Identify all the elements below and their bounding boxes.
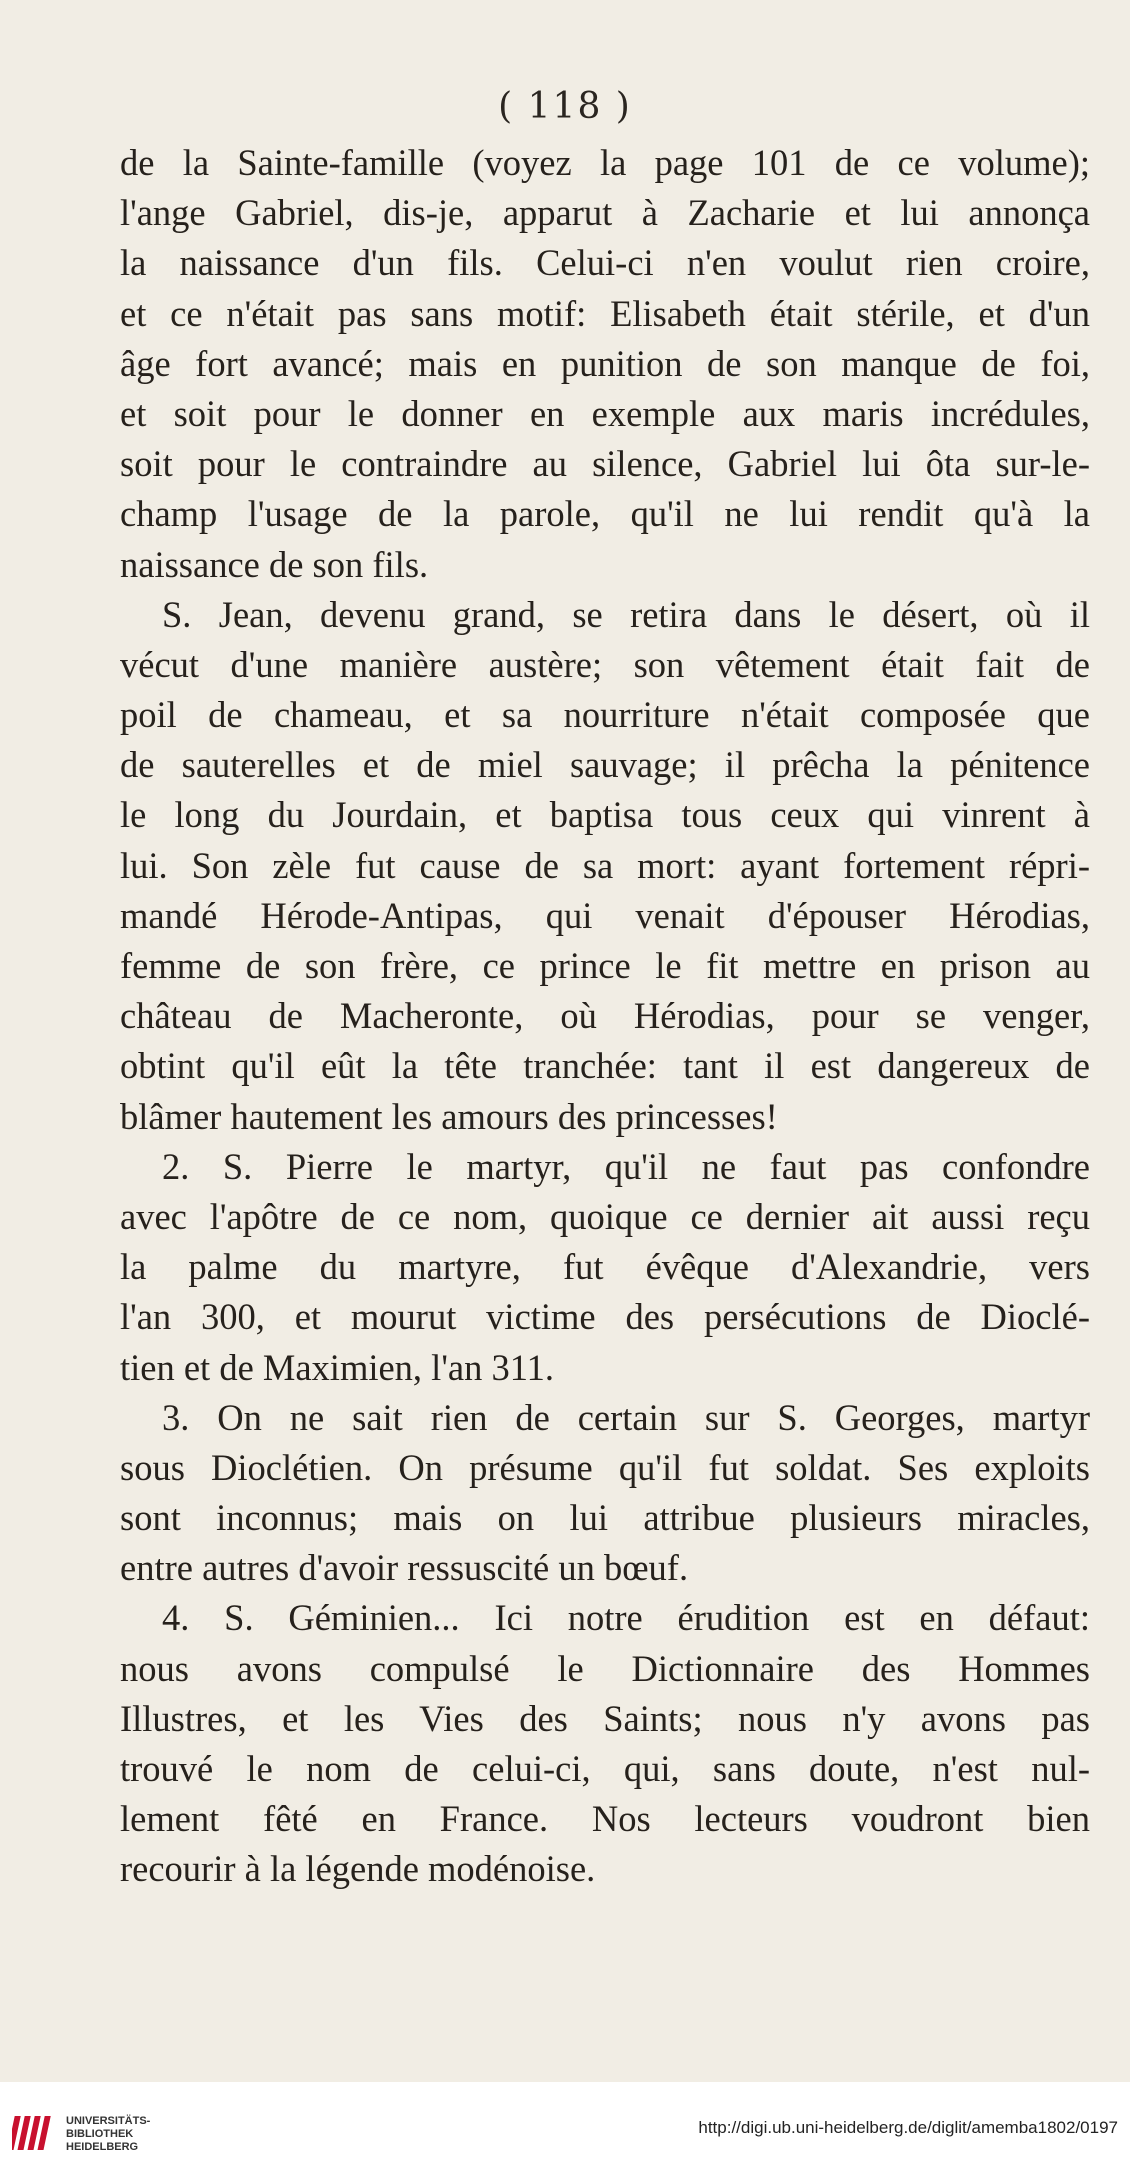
text-line: nous avons compulsé le Dictionnaire des Hommes <box>120 1647 1090 1689</box>
text-line: l'ange Gabriel, dis-je, apparut à Zacharie et lui annonça <box>120 192 1090 234</box>
text-line: âge fort avancé; mais en punition de son manque de foi, <box>120 342 1090 384</box>
text-line: château de Macheronte, où Hérodias, pour se venger, <box>120 995 1090 1037</box>
library-name-line: UNIVERSITÄTS- <box>66 2115 151 2127</box>
text-line: champ l'usage de la parole, qu'il ne lui rendit qu'à la <box>120 493 1090 535</box>
text-line: Illustres, et les Vies des Saints; nous n'y avons pas <box>120 1697 1090 1739</box>
text-line: 4. S. Géminien... Ici notre érudition est en défaut: <box>162 1597 1090 1639</box>
text-line: trouvé le nom de celui-ci, qui, sans doute, n'est nul- <box>120 1748 1090 1789</box>
page-number: ( 118 ) <box>498 86 632 127</box>
heidelberg-library-logo-icon <box>12 2110 58 2156</box>
text-line: 2. S. Pierre le martyr, qu'il ne faut pas confondre <box>162 1145 1090 1187</box>
text-line: et ce n'était pas sans motif: Elisabeth était stérile, et d'un <box>120 292 1090 334</box>
text-line: soit pour le contraindre au silence, Gabriel lui ôta sur-le- <box>120 443 1090 485</box>
text-line: lui. Son zèle fut cause de sa mort: ayant fortement répri- <box>120 844 1090 886</box>
text-line: l'an 300, et mourut victime des persécutions de Dioclé- <box>120 1296 1090 1338</box>
text-line: recourir à la légende modénoise. <box>120 1848 596 1890</box>
library-name <box>66 2115 150 2154</box>
text-line: la naissance d'un fils. Celui-ci n'en voulut rien croire, <box>120 242 1090 284</box>
library-name-line: HEIDELBERG <box>66 2141 139 2153</box>
text-line: blâmer hautement les amours des princesses! <box>120 1095 778 1137</box>
text-line: sont inconnus; mais on lui attribue plusieurs miracles, <box>120 1497 1090 1539</box>
text-line: S. Jean, devenu grand, se retira dans le désert, où il <box>162 593 1090 635</box>
text-line: avec l'apôtre de ce nom, quoique ce dernier ait aussi reçu <box>120 1195 1090 1237</box>
text-line: lement fêté en France. Nos lecteurs voudront bien <box>120 1798 1090 1840</box>
text-line: femme de son frère, ce prince le fit mettre en prison au <box>120 945 1090 986</box>
text-line: le long du Jourdain, et baptisa tous ceux qui vinrent à <box>120 794 1090 836</box>
text-line: et soit pour le donner en exemple aux maris incrédules, <box>120 392 1090 434</box>
text-line: la palme du martyre, fut évêque d'Alexandrie, vers <box>120 1246 1090 1288</box>
text-line: vécut d'une manière austère; son vêtement était fait de <box>120 643 1090 685</box>
text-line: tien et de Maximien, l'an 311. <box>120 1346 554 1388</box>
text-line: entre autres d'avoir ressuscité un bœuf. <box>120 1547 689 1589</box>
body-text <box>120 138 1090 1895</box>
text-line: naissance de son fils. <box>120 543 429 585</box>
text-line: mandé Hérode-Antipas, qui venait d'épouser Hérodias, <box>120 894 1090 936</box>
text-line: de sauterelles et de miel sauvage; il prêcha la pénitence <box>120 744 1090 786</box>
text-line: sous Dioclétien. On présume qu'il fut soldat. Ses exploits <box>120 1446 1090 1488</box>
text-line: poil de chameau, et sa nourriture n'était composée que <box>120 694 1090 736</box>
permalink-url[interactable]: http://digi.ub.uni-heidelberg.de/diglit/amemba1802/0197 <box>698 2118 1118 2137</box>
text-line: obtint qu'il eût la tête tranchée: tant il est dangereux de <box>120 1045 1090 1087</box>
text-line: de la Sainte-famille (voyez la page 101 de ce volume); <box>120 142 1090 183</box>
library-name-line: BIBLIOTHEK <box>66 2128 134 2140</box>
text-line: 3. On ne sait rien de certain sur S. Georges, martyr <box>162 1396 1090 1438</box>
viewer-footer <box>0 2082 1130 2181</box>
